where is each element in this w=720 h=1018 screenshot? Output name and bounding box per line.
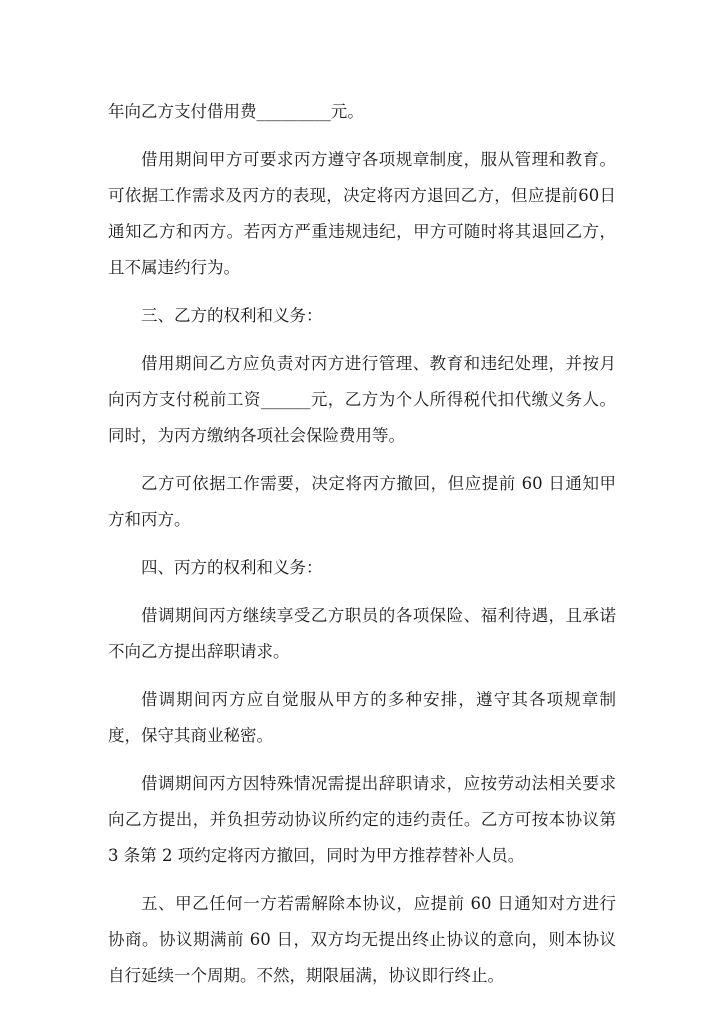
paragraph-party-c-obedience: 借调期间丙方应自觉服从甲方的多种安排，遵守其各项规章制度，保守其商业秘密。 xyxy=(108,690,616,745)
section-heading-party-c: 四、丙方的权利和义务： xyxy=(141,558,323,577)
paragraph-party-c-benefits: 借调期间丙方继续享受乙方职员的各项保险、福利待遇，且承诺不向乙方提出辞职请求。 xyxy=(108,606,616,661)
paragraph-party-b-duties: 借用期间乙方应负责对丙方进行管理、教育和违纪处理，并按月向丙方支付税前工资______元，乙方为个人所得税代扣代缴义务人。同时，为丙方缴纳各项社会保险费用等。 xyxy=(108,354,616,445)
section-heading-party-b: 三、乙方的权利和义务： xyxy=(141,306,323,325)
paragraph-borrowing-rules: 借用期间甲方可要求丙方遵守各项规章制度，服从管理和教育。可依据工作需求及丙方的表现，决定将丙方退回乙方，但应提前60日通知乙方和丙方。若丙方严重违规违纪，甲方可随时将其退回乙方，且不属违约行为。 xyxy=(108,150,616,277)
paragraph-payment-clause: 年向乙方支付借用费_________元。 xyxy=(108,102,364,121)
paragraph-party-b-recall: 乙方可依据工作需要，决定将丙方撤回，但应提前 60 日通知甲方和丙方。 xyxy=(108,474,616,529)
paragraph-party-c-resignation: 借调期间丙方因特殊情况需提出辞职请求，应按劳动法相关要求向乙方提出，并负担劳动协议所约定的违约责任。乙方可按本协议第 3 条第 2 项约定将丙方撤回，同时为甲方推荐替补人员。 xyxy=(108,774,616,865)
document-body xyxy=(108,94,616,994)
section-termination: 五、甲乙任何一方若需解除本协议，应提前 60 日通知对方进行协商。协议期满前 60 日，双方均无提出终止协议的意向，则本协议自行延续一个周期。不然，期限届满，协议即行终止。 xyxy=(108,894,616,985)
